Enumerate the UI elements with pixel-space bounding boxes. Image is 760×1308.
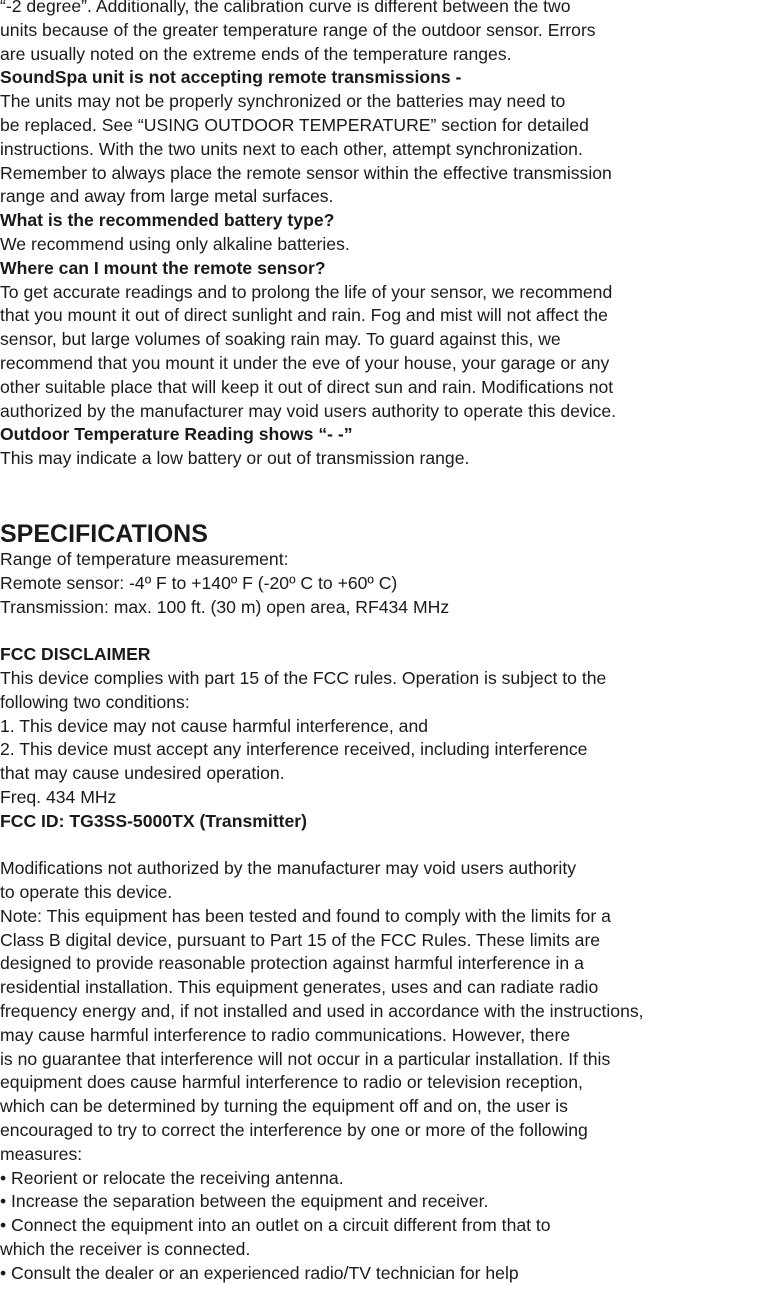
text-line: 2. This device must accept any interference received, including interference [0, 739, 588, 760]
text-line: instructions. With the two units next to each other, attempt synchronization. [0, 138, 583, 159]
text-line: Transmission: max. 100 ft. (30 m) open area, RF434 MHz [0, 596, 450, 617]
spacer [0, 619, 760, 643]
text-line: recommend that you mount it under the eve of your house, your garage or any [0, 352, 610, 373]
question-heading: Outdoor Temperature Reading shows “- -” [0, 424, 353, 445]
text-line: be replaced. See “USING OUTDOOR TEMPERATURE” section for detailed [0, 114, 589, 135]
question-heading: SoundSpa unit is not accepting remote transmissions - [0, 67, 462, 88]
text-line: The units may not be properly synchronized or the batteries may need to [0, 91, 566, 112]
section-title: SPECIFICATIONS [0, 519, 208, 548]
text-line: range and away from large metal surfaces. [0, 186, 334, 207]
text-line: units because of the greater temperature range of the outdoor sensor. Errors [0, 19, 596, 40]
answer-paragraph [0, 90, 760, 209]
text-line: encouraged to try to correct the interference by one or more of the following [0, 1120, 588, 1141]
question-heading: What is the recommended battery type? [0, 210, 335, 231]
text-line: This device complies with part 15 of the FCC rules. Operation is subject to the [0, 667, 607, 688]
text-line: may cause harmful interference to radio communications. However, there [0, 1024, 571, 1045]
text-line: that may cause undesired operation. [0, 763, 285, 784]
question-heading: Where can I mount the remote sensor? [0, 257, 326, 278]
text-line: to operate this device. [0, 882, 173, 903]
bullet-item: • Consult the dealer or an experienced radio/TV technician for help [0, 1262, 519, 1283]
text-line: Remember to always place the remote sensor within the effective transmission [0, 162, 612, 183]
text-line: which the receiver is connected. [0, 1239, 251, 1260]
specifications-section [0, 520, 760, 619]
bullet-item: • Reorient or relocate the receiving antenna. [0, 1167, 344, 1188]
text-line: Remote sensor: -4º F to +140º F (-20º C to +60º C) [0, 572, 398, 593]
section-heading: FCC DISCLAIMER [0, 644, 151, 665]
fcc-section [0, 643, 760, 1286]
text-line: This may indicate a low battery or out of transmission range. [0, 448, 470, 469]
text-line: We recommend using only alkaline batteries. [0, 233, 350, 254]
answer-paragraph [0, 447, 760, 471]
text-line: sensor, but large volumes of soaking rain may. To guard against this, we [0, 329, 561, 350]
text-line: Freq. 434 MHz [0, 786, 117, 807]
bullet-item: • Increase the separation between the equipment and receiver. [0, 1191, 489, 1212]
text-line: following two conditions: [0, 691, 190, 712]
text-line: is no guarantee that interference will not occur in a particular installation. If this [0, 1048, 611, 1069]
text-line: Note: This equipment has been tested and found to comply with the limits for a [0, 905, 611, 926]
text-line: residential installation. This equipment generates, uses and can radiate radio [0, 977, 599, 998]
fcc-note-paragraph [0, 857, 760, 1285]
text-line: Range of temperature measurement: [0, 548, 289, 569]
text-line: measures: [0, 1143, 83, 1164]
bullet-item: • Connect the equipment into an outlet on a circuit different from that to [0, 1215, 551, 1236]
intro-paragraph [0, 0, 760, 66]
answer-paragraph [0, 281, 760, 424]
text-line: 1. This device may not cause harmful interference, and [0, 715, 429, 736]
troubleshooting-section [0, 0, 760, 471]
text-line: which can be determined by turning the equipment off and on, the user is [0, 1096, 568, 1117]
text-line: To get accurate readings and to prolong the life of your sensor, we recommend [0, 281, 613, 302]
text-line: equipment does cause harmful interference to radio or television reception, [0, 1072, 583, 1093]
text-line: that you mount it out of direct sunlight and rain. Fog and mist will not affect the [0, 305, 608, 326]
text-line: other suitable place that will keep it out of direct sun and rain. Modifications not [0, 376, 614, 397]
fcc-id: FCC ID: TG3SS-5000TX (Transmitter) [0, 810, 307, 831]
text-line: Modifications not authorized by the manufacturer may void users authority [0, 858, 576, 879]
text-line: are usually noted on the extreme ends of the temperature ranges. [0, 43, 512, 64]
text-line: authorized by the manufacturer may void users authority to operate this device. [0, 400, 617, 421]
spacer [0, 834, 760, 858]
text-line: frequency energy and, if not installed and used in accordance with the instructions, [0, 1001, 644, 1022]
text-line: Class B digital device, pursuant to Part 15 of the FCC Rules. These limits are [0, 929, 601, 950]
text-line: designed to provide reasonable protection against harmful interference in a [0, 953, 584, 974]
spacer [0, 471, 760, 518]
answer-paragraph [0, 233, 760, 257]
text-line: “-2 degree”. Additionally, the calibration curve is different between the two [0, 0, 571, 16]
